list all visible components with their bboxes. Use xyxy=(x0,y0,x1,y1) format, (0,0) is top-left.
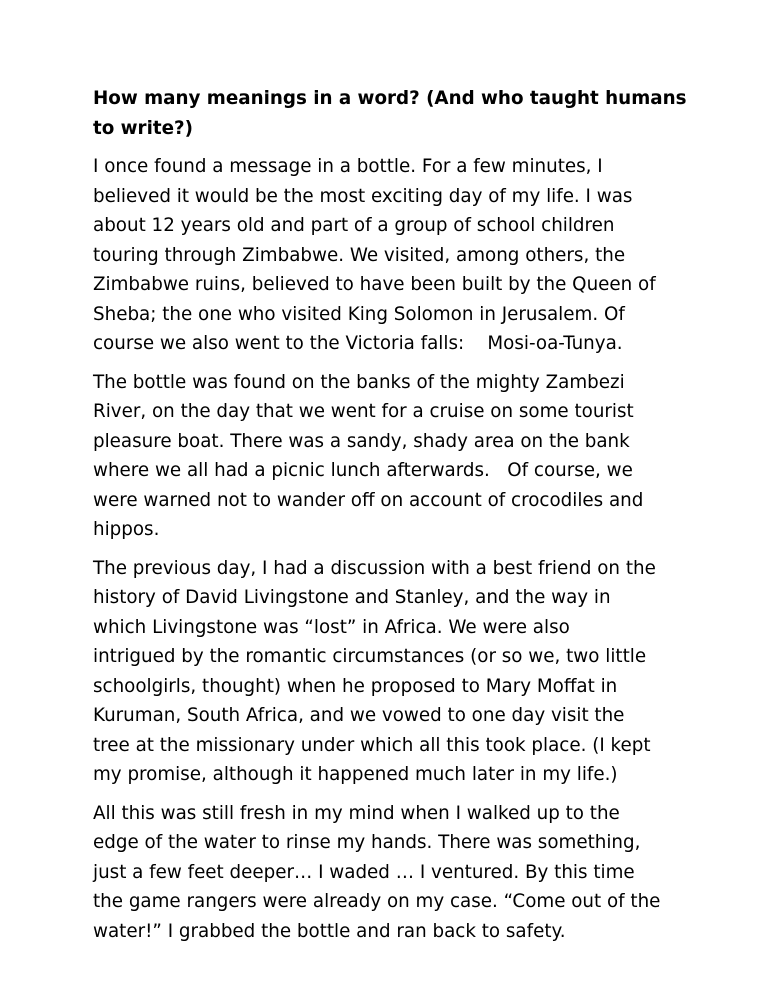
document-title xyxy=(93,84,687,143)
text-line: touring through Zimbabwe. We visited, among others, the xyxy=(93,244,626,266)
text-line: The previous day, I had a discussion with a best friend on the xyxy=(93,557,656,579)
text-line: Kuruman, South Africa, and we vowed to one day visit the xyxy=(93,705,625,726)
text-line: edge of the water to rinse my hands. There was something, xyxy=(93,832,641,853)
document-body xyxy=(93,84,687,955)
text-line: believed it would be the most exciting day of my life. I was xyxy=(93,185,633,207)
title-line: to write?) xyxy=(93,117,193,139)
text-line: tree at the missionary under which all this took place. (I kept xyxy=(93,734,651,756)
title-line: How many meanings in a word? (And who taught humans xyxy=(93,88,687,109)
text-line: The bottle was found on the banks of the mighty Zambezi xyxy=(93,371,625,393)
text-line: River, on the day that we went for a cruise on some tourist xyxy=(93,401,634,422)
paragraph-4 xyxy=(93,799,683,947)
paragraph-3 xyxy=(93,554,683,790)
text-line: my promise, although it happened much later in my life.) xyxy=(93,764,618,785)
text-line: All this was still fresh in my mind when I walked up to the xyxy=(93,802,620,824)
text-line: Sheba; the one who visited King Solomon in Jerusalem. Of xyxy=(93,303,625,325)
text-line: about 12 years old and part of a group of school children xyxy=(93,215,615,236)
text-line: course we also went to the Victoria falls: Mosi-oa-Tunya. xyxy=(93,333,623,354)
text-line: water!” I grabbed the bottle and ran back to safety. xyxy=(93,920,566,942)
paragraph-2 xyxy=(93,368,683,545)
text-line: intrigued by the romantic circumstances (or so we, two little xyxy=(93,646,647,667)
text-line: just a few feet deeper… I waded … I ventured. By this time xyxy=(93,861,635,883)
text-line: pleasure boat. There was a sandy, shady area on the bank xyxy=(93,430,630,452)
text-line: were warned not to wander off on account of crocodiles and xyxy=(93,489,644,511)
text-line: hippos. xyxy=(93,519,160,540)
paragraph-1 xyxy=(93,152,683,359)
text-line: where we all had a picnic lunch afterwards. Of course, we xyxy=(93,460,633,481)
text-line: the game rangers were already on my case. “Come out of the xyxy=(93,891,661,912)
text-line: history of David Livingstone and Stanley, and the way in xyxy=(93,587,611,608)
text-line: I once found a message in a bottle. For a few minutes, I xyxy=(93,156,603,177)
text-line: schoolgirls, thought) when he proposed to Mary Moffat in xyxy=(93,675,618,697)
text-line: Zimbabwe ruins, believed to have been built by the Queen of xyxy=(93,274,656,295)
text-line: which Livingstone was “lost” in Africa. We were also xyxy=(93,616,570,638)
